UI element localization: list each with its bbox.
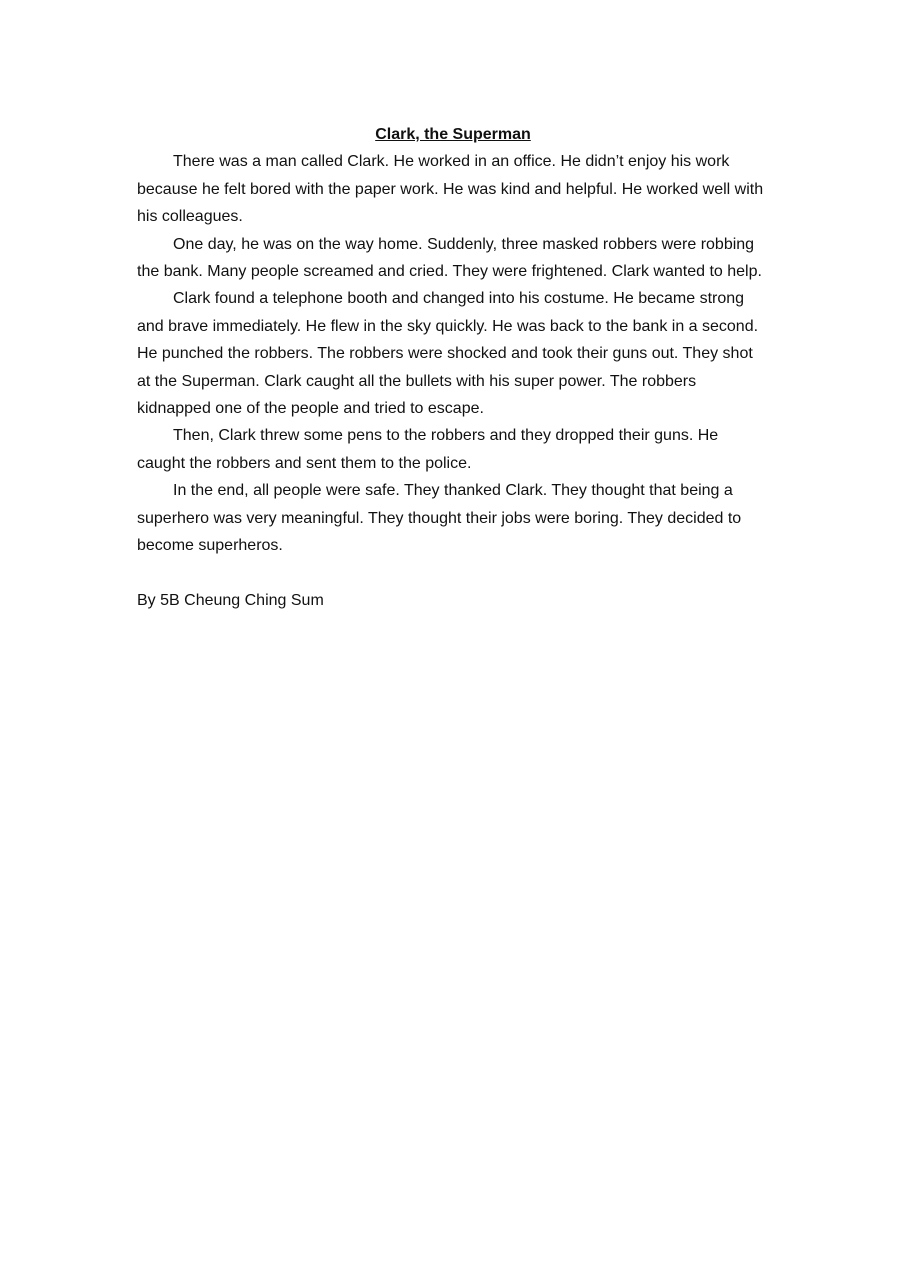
author-byline: By 5B Cheung Ching Sum bbox=[137, 591, 324, 609]
paragraph-1: There was a man called Clark. He worked in an office. He didn’t enjoy his work because he felt bored with the paper work. He was kind and helpful. He worked well with his colleagues. bbox=[137, 153, 764, 226]
document-body bbox=[137, 121, 769, 614]
paragraph-3: Clark found a telephone booth and changed into his costume. He became strong and brave immediately. He flew in the sky quickly. He was back to the bank in a second. He punched the robbers. The robbers were shocked and took their guns out. They shot at the Superman. Clark caught all the bullets with his super power. The robbers kidnapped one of the people and tried to escape. bbox=[137, 290, 759, 418]
document-title: Clark, the Superman bbox=[375, 126, 531, 143]
blank-line bbox=[137, 560, 769, 587]
paragraph-5: In the end, all people were safe. They thanked Clark. They thought that being a superhero was very meaningful. They thought their jobs were boring. They decided to become superheros. bbox=[137, 482, 742, 555]
paragraph-4: Then, Clark threw some pens to the robbers and they dropped their guns. He caught the robbers and sent them to the police. bbox=[137, 427, 719, 472]
paragraph-2: One day, he was on the way home. Suddenly, three masked robbers were robbing the bank. Many people screamed and cried. They were frightened. Clark wanted to help. bbox=[137, 235, 762, 281]
